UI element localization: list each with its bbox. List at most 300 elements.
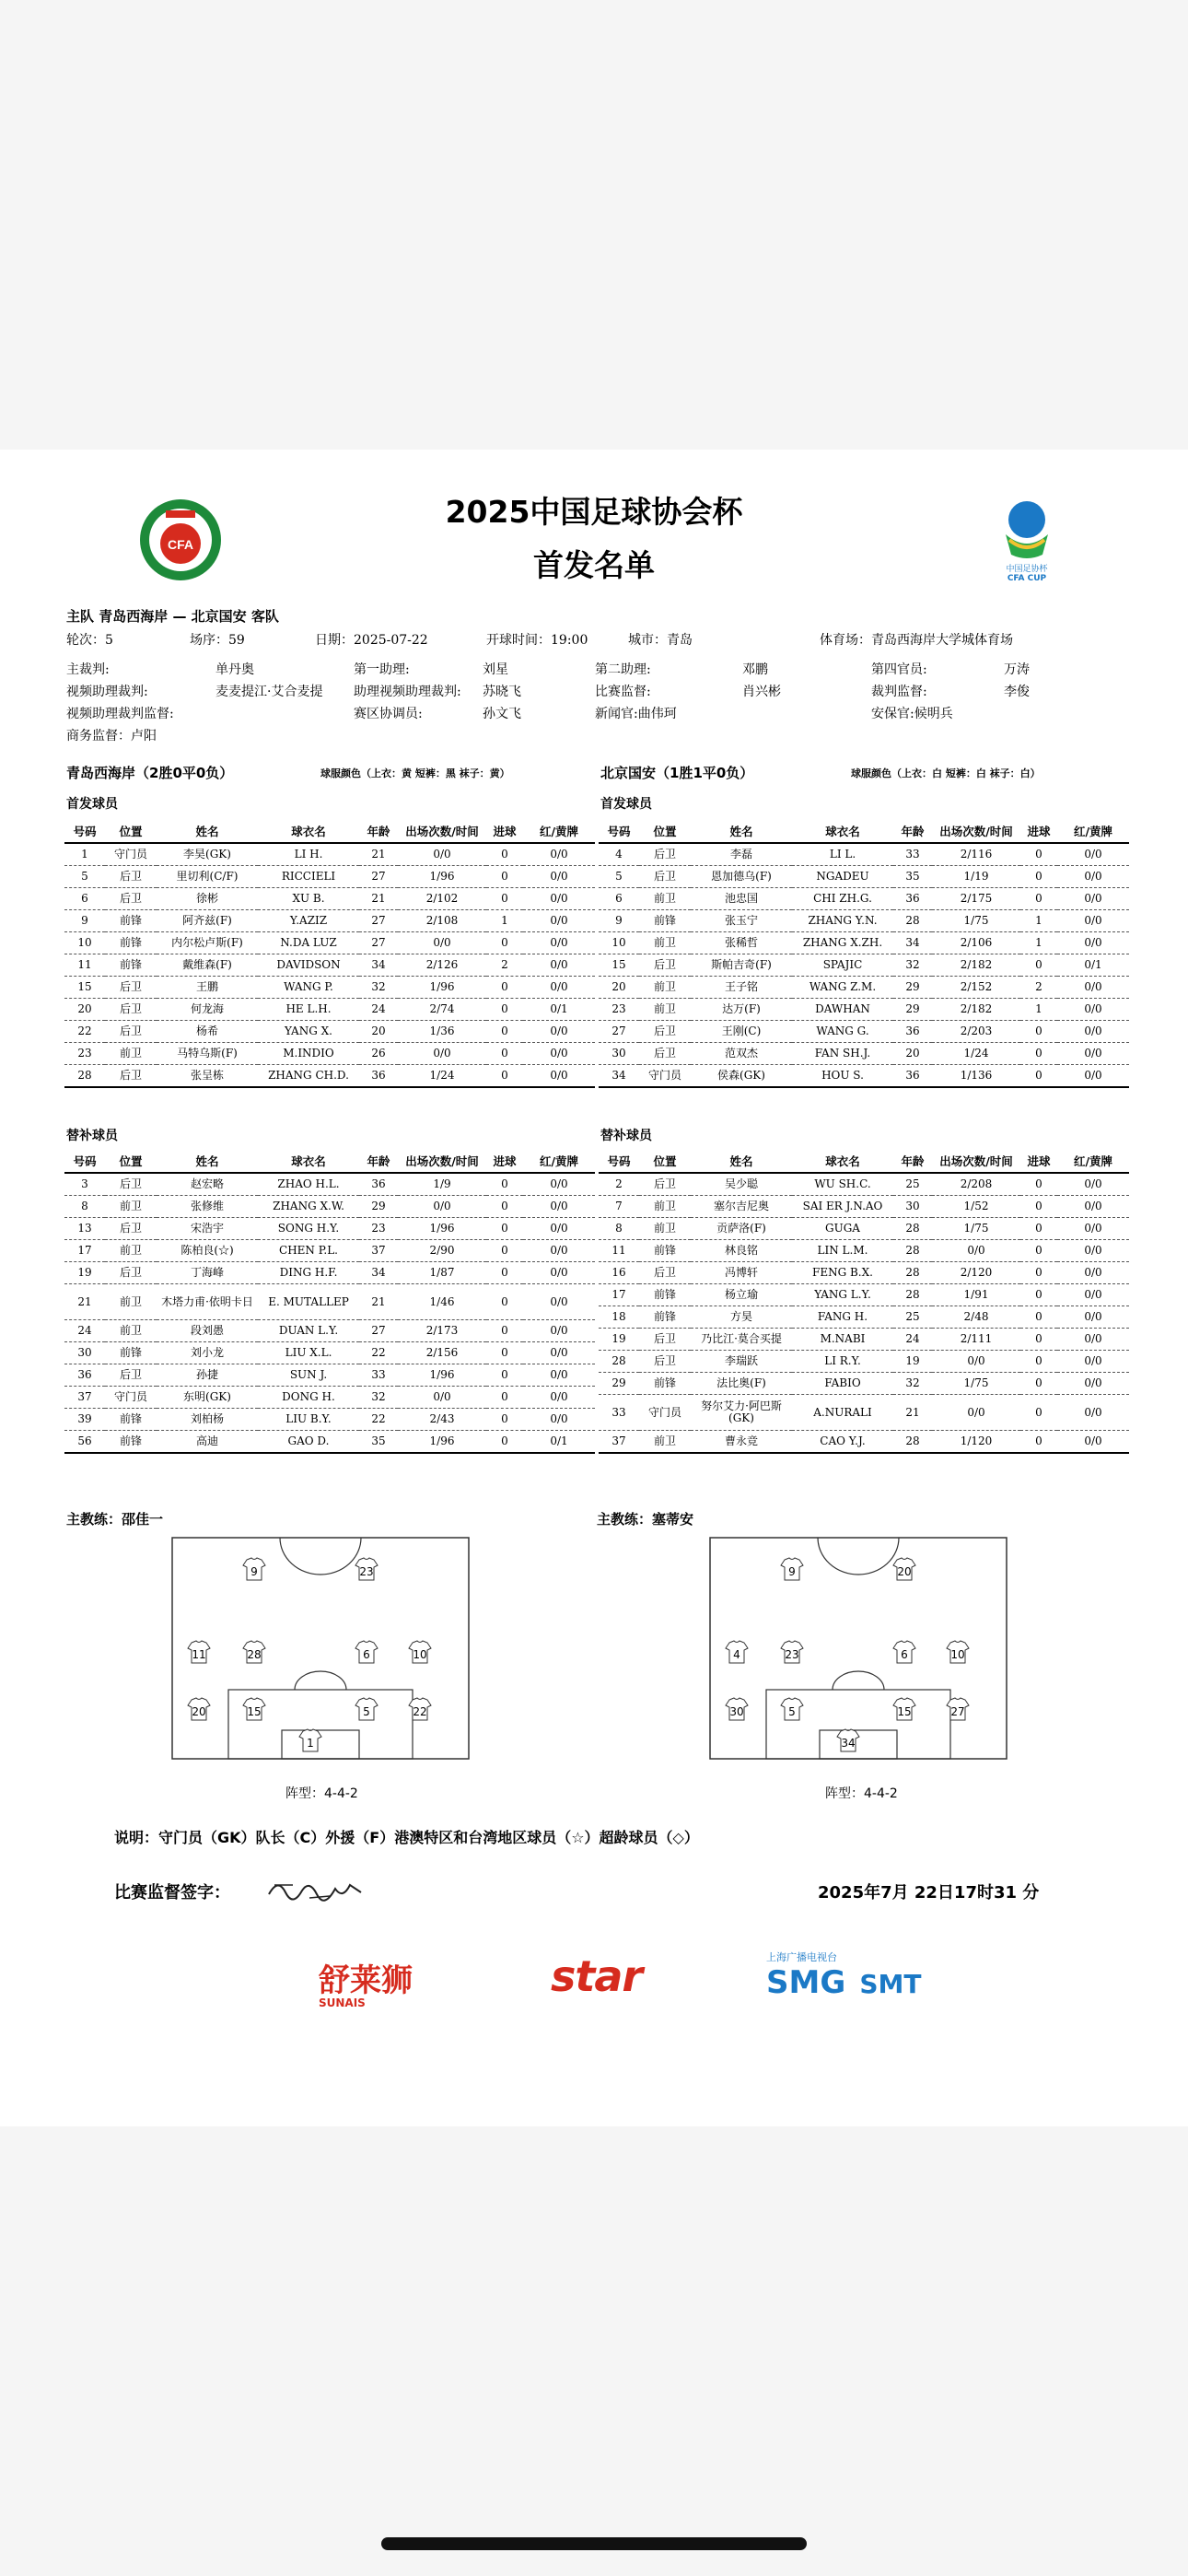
player-cell: HOU S. <box>792 1065 893 1088</box>
player-cell: M.NABI <box>792 1329 893 1351</box>
player-cell: 2/74 <box>398 999 486 1021</box>
player-cell: GAO D. <box>258 1431 359 1454</box>
player-cell: 0/0 <box>1057 977 1129 999</box>
player-cell: 努尔艾力·阿巴斯(GK) <box>691 1395 792 1431</box>
player-cell: 2/43 <box>398 1409 486 1431</box>
player-cell: 前卫 <box>105 1240 157 1262</box>
player-cell: 0/0 <box>523 1342 595 1364</box>
shirt-number: 6 <box>901 1648 908 1661</box>
player-cell: 22 <box>359 1409 398 1431</box>
player-cell: 王刚(C) <box>691 1021 792 1043</box>
shirt-number: 30 <box>729 1705 744 1718</box>
player-cell: 0 <box>1020 1329 1057 1351</box>
player-row <box>64 1043 595 1065</box>
shirt-number: 5 <box>788 1705 796 1718</box>
column-header: 进球 <box>1020 820 1057 843</box>
player-cell: 0 <box>1020 1218 1057 1240</box>
player-cell: 22 <box>64 1021 105 1043</box>
player-row <box>599 1173 1129 1196</box>
player-cell: 0 <box>486 866 523 888</box>
player-cell: 32 <box>359 1387 398 1409</box>
player-row <box>599 1218 1129 1240</box>
player-cell: 杨立瑜 <box>691 1284 792 1306</box>
player-cell: 2/116 <box>932 843 1020 866</box>
player-row <box>64 977 595 999</box>
player-cell: 何龙海 <box>157 999 258 1021</box>
player-cell: 后卫 <box>105 999 157 1021</box>
player-cell: 28 <box>893 1262 932 1284</box>
player-cell: 20 <box>599 977 639 999</box>
signature-label: 比赛监督签字： <box>114 1883 230 1903</box>
player-row <box>64 1021 595 1043</box>
player-cell: 32 <box>893 1373 932 1395</box>
player-cell: 23 <box>599 999 639 1021</box>
player-cell: 1/52 <box>932 1196 1020 1218</box>
player-cell: 0 <box>1020 1351 1057 1373</box>
player-cell: 33 <box>359 1364 398 1387</box>
player-cell: YANG L.Y. <box>792 1284 893 1306</box>
player-cell: 0 <box>486 1043 523 1065</box>
column-header: 姓名 <box>157 1150 258 1173</box>
player-row <box>64 932 595 954</box>
player-cell: 刘柏杨 <box>157 1409 258 1431</box>
player-cell: 15 <box>599 954 639 977</box>
home-subs-table <box>64 1150 595 1454</box>
player-cell: 27 <box>359 866 398 888</box>
column-header: 年龄 <box>893 1150 932 1173</box>
player-cell: 前卫 <box>639 1196 691 1218</box>
player-shirt-icon <box>726 1698 748 1720</box>
player-cell: 0 <box>1020 1373 1057 1395</box>
player-cell: 前锋 <box>639 1373 691 1395</box>
player-shirt-icon <box>409 1698 431 1720</box>
player-cell: 前锋 <box>639 1306 691 1329</box>
player-cell: 2/203 <box>932 1021 1020 1043</box>
player-cell: 1/75 <box>932 1373 1020 1395</box>
player-shirt-icon <box>299 1729 321 1751</box>
player-row <box>64 1262 595 1284</box>
player-cell: 后卫 <box>105 1262 157 1284</box>
player-cell: 前卫 <box>105 1284 157 1320</box>
player-cell: 1 <box>486 910 523 932</box>
player-row <box>599 1262 1129 1284</box>
column-header: 年龄 <box>359 1150 398 1173</box>
player-cell: 0/0 <box>523 1284 595 1320</box>
sponsor-smg: 上海广播电视台 SMG SMT <box>766 1951 922 2001</box>
player-cell: 0/0 <box>523 1173 595 1196</box>
player-cell: 17 <box>599 1284 639 1306</box>
player-cell: 0/0 <box>398 843 486 866</box>
player-row <box>64 1284 595 1320</box>
player-row <box>64 954 595 977</box>
player-cell: 19 <box>64 1262 105 1284</box>
player-cell: 32 <box>893 954 932 977</box>
player-shirt-icon <box>947 1641 969 1663</box>
player-cell: 0 <box>486 1431 523 1454</box>
player-cell: 21 <box>64 1284 105 1320</box>
shirt-number: 15 <box>897 1705 912 1718</box>
player-cell: DAWHAN <box>792 999 893 1021</box>
column-header: 号码 <box>599 1150 639 1173</box>
player-cell: 0/0 <box>523 932 595 954</box>
player-cell: 0 <box>486 932 523 954</box>
player-cell: 0/0 <box>1057 866 1129 888</box>
player-cell: 0/0 <box>398 1196 486 1218</box>
home-kit-colors: 球服颜色（上衣：黄 短裤：黑 袜子：黄） <box>320 767 510 779</box>
column-header: 红/黄牌 <box>1057 1150 1129 1173</box>
player-cell: 26 <box>359 1043 398 1065</box>
column-header: 球衣名 <box>258 1150 359 1173</box>
supervisor-signature <box>265 1874 367 1905</box>
shirt-number: 15 <box>247 1705 262 1718</box>
player-cell: 0/0 <box>398 1387 486 1409</box>
player-cell: 守门员 <box>105 843 157 866</box>
player-cell: NGADEU <box>792 866 893 888</box>
player-cell: 25 <box>893 1173 932 1196</box>
player-cell: 0 <box>486 1284 523 1320</box>
player-cell: A.NURALI <box>792 1395 893 1431</box>
player-cell: 戴维森(F) <box>157 954 258 977</box>
player-cell: 池忠国 <box>691 888 792 910</box>
player-shirt-icon <box>243 1558 265 1580</box>
player-cell: 前卫 <box>639 977 691 999</box>
shirt-number: 34 <box>841 1737 856 1750</box>
player-cell: 前锋 <box>105 1342 157 1364</box>
player-cell: 23 <box>64 1043 105 1065</box>
player-cell: 0 <box>486 1342 523 1364</box>
player-cell: 0/0 <box>523 1043 595 1065</box>
player-cell: 0/0 <box>1057 1329 1129 1351</box>
player-cell: 1/136 <box>932 1065 1020 1088</box>
player-cell: 34 <box>359 954 398 977</box>
player-cell: 27 <box>359 932 398 954</box>
player-cell: LI R.Y. <box>792 1351 893 1373</box>
player-shirt-icon <box>893 1641 915 1663</box>
column-header: 红/黄牌 <box>1057 820 1129 843</box>
player-shirt-icon <box>837 1729 859 1751</box>
player-cell: 2/90 <box>398 1240 486 1262</box>
shirt-number: 1 <box>307 1737 314 1750</box>
player-cell: 37 <box>359 1240 398 1262</box>
player-cell: 0/0 <box>1057 1218 1129 1240</box>
player-row <box>64 999 595 1021</box>
player-row <box>599 1240 1129 1262</box>
shirt-number: 10 <box>413 1648 427 1661</box>
column-header: 进球 <box>486 820 523 843</box>
player-cell: 后卫 <box>639 843 691 866</box>
player-cell: 李昊(GK) <box>157 843 258 866</box>
player-shirt-icon <box>243 1641 265 1663</box>
player-cell: 0 <box>1020 1284 1057 1306</box>
column-header: 进球 <box>1020 1150 1057 1173</box>
player-cell: 0/0 <box>932 1395 1020 1431</box>
player-cell: 36 <box>893 1021 932 1043</box>
player-cell: 0/0 <box>523 1262 595 1284</box>
player-shirt-icon <box>188 1698 210 1720</box>
player-cell: ZHANG Y.N. <box>792 910 893 932</box>
player-cell: 0 <box>1020 1043 1057 1065</box>
player-cell: 1/120 <box>932 1431 1020 1454</box>
player-cell: 10 <box>64 932 105 954</box>
player-cell: 0 <box>1020 1021 1057 1043</box>
player-cell: 0/0 <box>1057 1431 1129 1454</box>
away-kit-colors: 球服颜色（上衣：白 短裤：白 袜子：白） <box>851 767 1041 779</box>
match-number: 场序：59 <box>190 633 245 648</box>
player-cell: 0/0 <box>398 1043 486 1065</box>
player-cell: 33 <box>893 843 932 866</box>
player-cell: ZHAO H.L. <box>258 1173 359 1196</box>
player-cell: 1/96 <box>398 866 486 888</box>
home-starters-table <box>64 820 595 1088</box>
player-cell: 2 <box>599 1173 639 1196</box>
player-shirt-icon <box>893 1558 915 1580</box>
player-cell: 19 <box>893 1351 932 1373</box>
player-cell: 11 <box>64 954 105 977</box>
column-header: 位置 <box>639 820 691 843</box>
player-shirt-icon <box>243 1698 265 1720</box>
player-cell: 27 <box>599 1021 639 1043</box>
venue: 体育场：青岛西海岸大学城体育场 <box>820 633 1013 648</box>
player-cell: 24 <box>893 1329 932 1351</box>
player-cell: 王鹏 <box>157 977 258 999</box>
player-cell: 36 <box>64 1364 105 1387</box>
player-row <box>64 1240 595 1262</box>
player-cell: 21 <box>359 888 398 910</box>
player-cell: 6 <box>599 888 639 910</box>
home-team-name: 青岛西海岸（2胜0平0负） <box>66 765 234 781</box>
player-shirt-icon <box>355 1641 378 1663</box>
player-cell: LI H. <box>258 843 359 866</box>
player-cell: 2/152 <box>932 977 1020 999</box>
player-row <box>64 888 595 910</box>
player-cell: 22 <box>359 1342 398 1364</box>
player-cell: 0/1 <box>523 999 595 1021</box>
column-header: 出场次数/时间 <box>398 820 486 843</box>
player-cell: 0/0 <box>1057 1065 1129 1088</box>
player-cell: WANG P. <box>258 977 359 999</box>
player-cell: 17 <box>64 1240 105 1262</box>
player-cell: 1/24 <box>932 1043 1020 1065</box>
player-cell: 0/0 <box>398 932 486 954</box>
player-cell: 9 <box>64 910 105 932</box>
player-cell: 前卫 <box>105 1043 157 1065</box>
player-cell: WU SH.C. <box>792 1173 893 1196</box>
player-row <box>64 1218 595 1240</box>
svg-text:CFA CUP: CFA CUP <box>1007 574 1047 582</box>
player-cell: SONG H.Y. <box>258 1218 359 1240</box>
player-cell: 0/0 <box>1057 1196 1129 1218</box>
player-shirt-icon <box>893 1698 915 1720</box>
player-cell: 0/0 <box>523 1218 595 1240</box>
player-cell: 0/0 <box>1057 932 1129 954</box>
player-cell: 7 <box>599 1196 639 1218</box>
player-cell: CHI ZH.G. <box>792 888 893 910</box>
player-cell: 后卫 <box>639 1043 691 1065</box>
player-cell: 前卫 <box>105 1196 157 1218</box>
player-cell: 2/108 <box>398 910 486 932</box>
player-cell: 2/182 <box>932 954 1020 977</box>
player-cell: 0/0 <box>1057 888 1129 910</box>
player-cell: 1/91 <box>932 1284 1020 1306</box>
player-row <box>599 1395 1129 1431</box>
player-cell: 高迪 <box>157 1431 258 1454</box>
player-row <box>599 843 1129 866</box>
player-cell: 段刘愚 <box>157 1320 258 1342</box>
player-cell: 0 <box>486 1240 523 1262</box>
player-cell: 0/0 <box>523 1240 595 1262</box>
competition-title: 2025中国足球协会杯 <box>445 494 743 530</box>
player-cell: 0 <box>486 977 523 999</box>
shirt-number: 6 <box>363 1648 370 1661</box>
player-cell: 36 <box>359 1065 398 1088</box>
player-cell: LIN L.M. <box>792 1240 893 1262</box>
player-cell: 2 <box>486 954 523 977</box>
shirt-number: 27 <box>950 1705 965 1718</box>
player-cell: 25 <box>893 1306 932 1329</box>
player-cell: 1/75 <box>932 1218 1020 1240</box>
player-cell: SUN J. <box>258 1364 359 1387</box>
player-cell: LI L. <box>792 843 893 866</box>
player-row <box>599 932 1129 954</box>
player-row <box>599 1329 1129 1351</box>
player-cell: 前卫 <box>639 888 691 910</box>
column-header: 球衣名 <box>792 1150 893 1173</box>
player-cell: 范双杰 <box>691 1043 792 1065</box>
player-cell: 0 <box>1020 888 1057 910</box>
player-cell: DONG H. <box>258 1387 359 1409</box>
player-cell: 1/96 <box>398 1431 486 1454</box>
player-cell: 宋浩宇 <box>157 1218 258 1240</box>
player-cell: 34 <box>599 1065 639 1088</box>
home-subs-label: 替补球员 <box>66 1129 118 1143</box>
player-cell: FAN SH.J. <box>792 1043 893 1065</box>
player-cell: 0 <box>486 843 523 866</box>
player-cell: 法比奥(F) <box>691 1373 792 1395</box>
player-cell: 0 <box>1020 954 1057 977</box>
player-cell: 8 <box>599 1218 639 1240</box>
player-row <box>599 1351 1129 1373</box>
player-cell: FANG H. <box>792 1306 893 1329</box>
column-header: 号码 <box>64 1150 105 1173</box>
player-cell: 前卫 <box>639 1431 691 1454</box>
player-cell: 2/120 <box>932 1262 1020 1284</box>
player-cell: 21 <box>359 1284 398 1320</box>
player-cell: 1/87 <box>398 1262 486 1284</box>
player-cell: 0/0 <box>523 910 595 932</box>
player-cell: 36 <box>359 1173 398 1196</box>
player-cell: 张呈栋 <box>157 1065 258 1088</box>
player-row <box>64 1387 595 1409</box>
player-cell: SAI ER J.N.AO <box>792 1196 893 1218</box>
player-cell: 34 <box>893 932 932 954</box>
player-cell: 2/111 <box>932 1329 1020 1351</box>
player-cell: 守门员 <box>639 1395 691 1431</box>
player-cell: 0/0 <box>1057 999 1129 1021</box>
player-cell: 27 <box>359 1320 398 1342</box>
player-cell: 丁海峰 <box>157 1262 258 1284</box>
player-cell: 前锋 <box>639 1240 691 1262</box>
player-cell: 0/0 <box>1057 1262 1129 1284</box>
player-cell: 0 <box>1020 866 1057 888</box>
player-cell: E. MUTALLEP <box>258 1284 359 1320</box>
player-cell: ZHANG X.ZH. <box>792 932 893 954</box>
shirt-number: 11 <box>192 1648 206 1661</box>
player-row <box>599 1021 1129 1043</box>
player-cell: 后卫 <box>105 1173 157 1196</box>
player-cell: 28 <box>599 1351 639 1373</box>
player-cell: 2/156 <box>398 1342 486 1364</box>
player-cell: 侯森(GK) <box>691 1065 792 1088</box>
player-cell: 后卫 <box>639 954 691 977</box>
player-cell: 1/96 <box>398 1218 486 1240</box>
player-cell: 28 <box>893 1284 932 1306</box>
player-cell: 后卫 <box>639 1173 691 1196</box>
player-shirt-icon <box>726 1641 748 1663</box>
player-row <box>64 1409 595 1431</box>
player-cell: 0 <box>1020 1262 1057 1284</box>
player-cell: 10 <box>599 932 639 954</box>
away-starters-label: 首发球员 <box>600 797 652 812</box>
player-cell: 0/0 <box>1057 843 1129 866</box>
player-cell: 18 <box>599 1306 639 1329</box>
player-cell: 8 <box>64 1196 105 1218</box>
player-cell: 2 <box>1020 977 1057 999</box>
home-indicator[interactable] <box>381 2537 807 2550</box>
player-shirt-icon <box>781 1558 803 1580</box>
column-header: 球衣名 <box>792 820 893 843</box>
player-cell: 0 <box>1020 1306 1057 1329</box>
player-cell: 20 <box>893 1043 932 1065</box>
column-header: 年龄 <box>893 820 932 843</box>
player-row <box>599 910 1129 932</box>
player-row <box>599 999 1129 1021</box>
player-cell: 0/0 <box>523 1364 595 1387</box>
player-cell: YANG X. <box>258 1021 359 1043</box>
sponsor-star: star <box>551 1951 643 2001</box>
player-cell: 前卫 <box>105 1320 157 1342</box>
player-cell: 0/0 <box>1057 1021 1129 1043</box>
player-cell: 32 <box>359 977 398 999</box>
player-cell: 23 <box>359 1218 398 1240</box>
player-cell: 0/0 <box>523 1021 595 1043</box>
sponsor-sunais: 舒莱狮 SUNAIS <box>319 1962 413 2009</box>
player-cell: 东明(GK) <box>157 1387 258 1409</box>
player-cell: 1/75 <box>932 910 1020 932</box>
player-cell: 前卫 <box>639 999 691 1021</box>
player-cell: 1/36 <box>398 1021 486 1043</box>
player-row <box>64 1320 595 1342</box>
player-cell: 吴少聪 <box>691 1173 792 1196</box>
player-cell: 后卫 <box>105 1364 157 1387</box>
player-cell: 0/0 <box>523 888 595 910</box>
player-cell: 1/24 <box>398 1065 486 1088</box>
player-cell: GUGA <box>792 1218 893 1240</box>
column-header: 号码 <box>64 820 105 843</box>
player-cell: 28 <box>893 1431 932 1454</box>
player-cell: 36 <box>893 888 932 910</box>
player-cell: 0/0 <box>1057 1173 1129 1196</box>
player-cell: 前锋 <box>105 1431 157 1454</box>
player-cell: 0 <box>1020 1240 1057 1262</box>
player-row <box>599 977 1129 999</box>
player-cell: M.INDIO <box>258 1043 359 1065</box>
player-cell: 21 <box>893 1395 932 1431</box>
player-cell: 11 <box>599 1240 639 1262</box>
player-cell: 0 <box>1020 843 1057 866</box>
column-header: 号码 <box>599 820 639 843</box>
player-shirt-icon <box>947 1698 969 1720</box>
shirt-number: 23 <box>785 1648 799 1661</box>
